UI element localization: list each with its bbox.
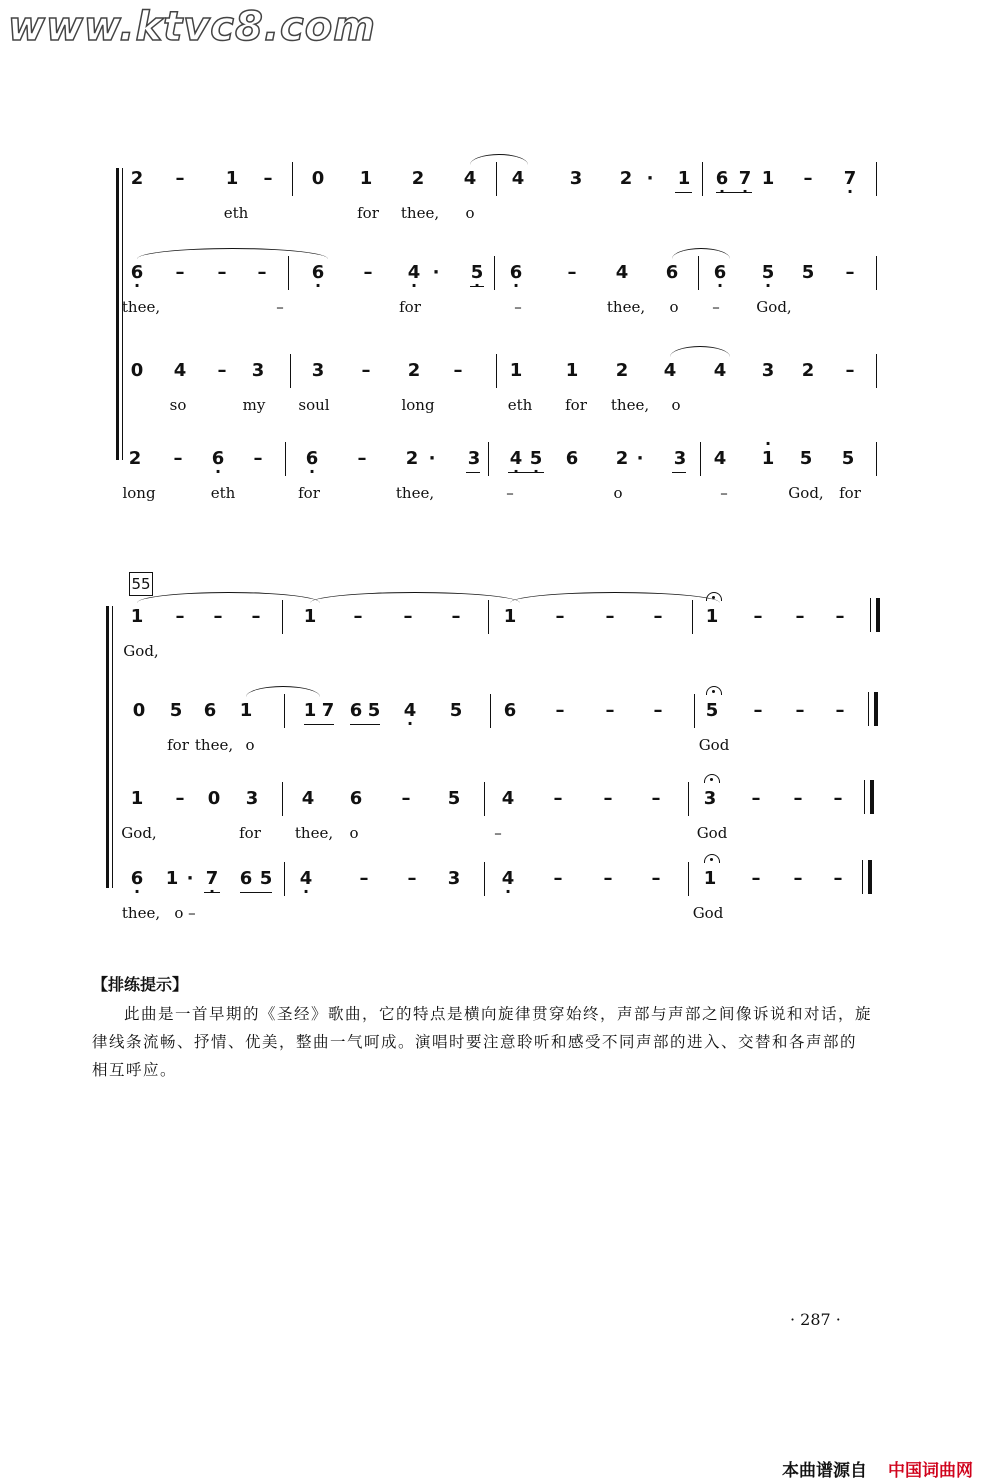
jianpu-note: 2	[128, 448, 142, 469]
jianpu-note: –	[803, 168, 813, 189]
lyric-word: –	[514, 298, 522, 316]
lyric-word: –	[720, 484, 728, 502]
jianpu-note: 5	[447, 788, 461, 809]
barline	[876, 442, 877, 476]
jianpu-note: 5	[801, 262, 815, 283]
barline	[698, 256, 699, 290]
jianpu-note: 6 ·	[131, 262, 144, 283]
jianpu-note: 2	[801, 360, 815, 381]
jianpu-note: 6 ·	[510, 262, 523, 283]
jianpu-note: 6 ·	[716, 168, 729, 189]
jianpu-note: –	[793, 868, 803, 889]
lyric-word: my	[242, 396, 266, 414]
barline	[688, 862, 689, 896]
lyric-word: God,	[121, 824, 157, 842]
jianpu-note: –	[175, 168, 185, 189]
jianpu-note: –	[833, 788, 843, 809]
jianpu-note: 2	[407, 360, 421, 381]
jianpu-note: 2	[130, 168, 144, 189]
barline	[288, 256, 289, 290]
jianpu-note: 1	[677, 168, 691, 189]
rehearsal-tips-title: 【排练提示】	[92, 975, 189, 994]
lyric-word: God	[698, 736, 730, 754]
jianpu-note: –	[651, 788, 661, 809]
system-brace	[116, 168, 119, 460]
slur-tie	[246, 686, 320, 697]
lyric-word: eth	[507, 396, 533, 414]
final-barline	[868, 860, 872, 894]
jianpu-note: –	[553, 788, 563, 809]
lyric-word: o	[465, 204, 475, 222]
jianpu-note: 2	[615, 448, 629, 469]
lyric-word: eth	[210, 484, 236, 502]
barline	[488, 600, 489, 634]
barline	[692, 600, 693, 634]
jianpu-note: 3	[673, 448, 687, 469]
jianpu-note: 2	[619, 168, 633, 189]
rehearsal-tips-body: 此曲是一首早期的《圣经》歌曲，它的特点是横向旋律贯穿始终，声部与声部之间像诉说和对话，旋律线条流畅、抒情、优美，整曲一气呵成。演唱时要注意聆听和感受不同声部的进入、交替和各声部的相互呼应。	[92, 1005, 873, 1079]
barline	[284, 862, 285, 896]
lyric-word: God	[692, 904, 724, 922]
lyric-word: for	[298, 484, 320, 502]
jianpu-note: 1	[503, 606, 517, 627]
lyric-word: God,	[788, 484, 824, 502]
beam-underline	[304, 724, 334, 725]
barline	[282, 782, 283, 816]
jianpu-note: 3	[761, 360, 775, 381]
jianpu-note: 5 ·	[530, 448, 543, 469]
barline	[700, 442, 701, 476]
jianpu-note: 6	[203, 700, 217, 721]
lyric-word: God,	[756, 298, 792, 316]
lyric-word: thee,	[294, 824, 334, 842]
system-brace	[106, 606, 109, 888]
jianpu-note: 6	[349, 700, 363, 721]
jianpu-note: 2	[411, 168, 425, 189]
lyric-word: o	[669, 298, 679, 316]
system-brace-thin	[112, 606, 113, 888]
jianpu-note: 6	[565, 448, 579, 469]
jianpu-note: 6	[239, 868, 253, 889]
jianpu-note: –	[651, 868, 661, 889]
jianpu-note: 3	[311, 360, 325, 381]
measure-number: 55	[129, 572, 153, 596]
jianpu-note: 4	[173, 360, 187, 381]
lyric-word: thee,	[121, 904, 161, 922]
jianpu-note: 3	[447, 868, 461, 889]
jianpu-note: 4	[301, 788, 315, 809]
jianpu-note: 6	[503, 700, 517, 721]
jianpu-note: –	[603, 868, 613, 889]
jianpu-note: 1	[703, 868, 717, 889]
lyric-word: o	[671, 396, 681, 414]
jianpu-note: –	[835, 606, 845, 627]
jianpu-note: 1	[705, 606, 719, 627]
barline	[876, 162, 877, 196]
jianpu-note: –	[835, 700, 845, 721]
slur-tie	[672, 248, 730, 259]
jianpu-note: ·	[636, 448, 644, 469]
jianpu-note: 6 ·	[714, 262, 727, 283]
lyric-word: for	[357, 204, 379, 222]
jianpu-note: –	[753, 606, 763, 627]
lyric-word: –	[506, 484, 514, 502]
jianpu-note: –	[353, 606, 363, 627]
jianpu-note: 6	[349, 788, 363, 809]
jianpu-note: 1	[303, 606, 317, 627]
jianpu-note: 4	[713, 360, 727, 381]
barline	[876, 354, 877, 388]
lyric-word: so	[169, 396, 187, 414]
lyric-word: soul	[298, 396, 330, 414]
jianpu-note: 6 ·	[306, 448, 319, 469]
jianpu-note: 1	[359, 168, 373, 189]
jianpu-note: 4	[615, 262, 629, 283]
lyric-word: –	[276, 298, 284, 316]
jianpu-note: –	[361, 360, 371, 381]
jianpu-note: –	[795, 700, 805, 721]
jianpu-note: –	[363, 262, 373, 283]
beam-underline	[716, 192, 752, 193]
jianpu-note: –	[653, 606, 663, 627]
jianpu-note: 6 ·	[131, 868, 144, 889]
beam-underline	[240, 892, 272, 893]
jianpu-note: ·	[186, 868, 194, 889]
jianpu-note: 1	[130, 788, 144, 809]
jianpu-note: 0	[130, 360, 144, 381]
jianpu-note: –	[257, 262, 267, 283]
jianpu-note: –	[251, 606, 261, 627]
jianpu-note: –	[403, 606, 413, 627]
jianpu-note: 5	[169, 700, 183, 721]
jianpu-note: 1	[509, 360, 523, 381]
jianpu-note: –	[555, 606, 565, 627]
lyric-word: –	[494, 824, 502, 842]
jianpu-note: 0	[207, 788, 221, 809]
jianpu-note: 3	[703, 788, 717, 809]
jianpu-note: 6 ·	[312, 262, 325, 283]
beam-underline	[204, 892, 220, 893]
final-barline	[876, 598, 880, 632]
lyric-word: thee,	[610, 396, 650, 414]
lyric-word: for	[565, 396, 587, 414]
footer-source-label: 本曲谱源自	[782, 1461, 867, 1481]
jianpu-note: 1	[565, 360, 579, 381]
beam-underline	[350, 724, 380, 725]
final-barline-thin	[870, 598, 871, 632]
jianpu-note: 4 ·	[510, 448, 523, 469]
jianpu-note: 6	[665, 262, 679, 283]
slur-tie	[470, 154, 528, 165]
lyric-word: thee,	[400, 204, 440, 222]
jianpu-note: –	[605, 606, 615, 627]
beam-underline	[672, 472, 686, 473]
slur-tie	[310, 592, 520, 603]
jianpu-note: 3	[245, 788, 259, 809]
jianpu-note: –	[753, 700, 763, 721]
jianpu-note: –	[653, 700, 663, 721]
footer-site-name: 中国词曲网	[888, 1461, 973, 1481]
jianpu-note: 1	[303, 700, 317, 721]
barline	[282, 600, 283, 634]
jianpu-note: 3	[467, 448, 481, 469]
lyric-word: for	[167, 736, 189, 754]
fermata-symbol	[704, 854, 720, 863]
jianpu-note: –	[453, 360, 463, 381]
jianpu-note: –	[357, 448, 367, 469]
lyric-word: thee,	[121, 298, 161, 316]
barline	[876, 256, 877, 290]
jianpu-note: –	[795, 606, 805, 627]
jianpu-note: –	[553, 868, 563, 889]
lyric-word: for	[239, 824, 261, 842]
jianpu-note: · 1	[762, 448, 775, 469]
barline	[496, 354, 497, 388]
jianpu-note: 5	[259, 868, 273, 889]
barline	[292, 162, 293, 196]
jianpu-note: 4	[713, 448, 727, 469]
final-barline-thin	[864, 780, 865, 814]
jianpu-note: 4	[663, 360, 677, 381]
barline	[688, 782, 689, 816]
jianpu-note: –	[555, 700, 565, 721]
jianpu-note: 7 ·	[739, 168, 752, 189]
jianpu-note: 4 ·	[408, 262, 421, 283]
jianpu-note: –	[845, 262, 855, 283]
fermata-symbol	[706, 592, 722, 601]
jianpu-note: –	[175, 788, 185, 809]
jianpu-note: 4	[501, 788, 515, 809]
fermata-symbol	[704, 774, 720, 783]
jianpu-note: –	[845, 360, 855, 381]
jianpu-note: 2	[405, 448, 419, 469]
jianpu-note: –	[359, 868, 369, 889]
jianpu-note: 6 ·	[212, 448, 225, 469]
beam-underline	[508, 472, 544, 473]
lyric-word: thee,	[194, 736, 234, 754]
lyric-word: eth	[223, 204, 249, 222]
final-barline	[870, 780, 874, 814]
jianpu-note: 5 ·	[762, 262, 775, 283]
lyric-word: God	[696, 824, 728, 842]
slur-tie	[137, 592, 320, 603]
watermark: www.ktvc8.com	[8, 4, 376, 50]
jianpu-note: 5	[841, 448, 855, 469]
jianpu-note: 5 ·	[471, 262, 484, 283]
jianpu-note: 5	[705, 700, 719, 721]
jianpu-note: 1	[225, 168, 239, 189]
barline	[488, 442, 489, 476]
jianpu-note: –	[173, 448, 183, 469]
slur-tie	[670, 346, 730, 357]
jianpu-note: –	[451, 606, 461, 627]
beam-underline	[675, 192, 692, 193]
lyric-word: thee,	[606, 298, 646, 316]
jianpu-note: 1	[165, 868, 179, 889]
jianpu-note: –	[793, 788, 803, 809]
jianpu-note: –	[263, 168, 273, 189]
lyric-word: –	[712, 298, 720, 316]
jianpu-note: –	[751, 788, 761, 809]
barline	[702, 162, 703, 196]
lyric-word: for	[399, 298, 421, 316]
jianpu-note: ·	[432, 262, 440, 283]
barline	[694, 694, 695, 728]
jianpu-note: –	[175, 262, 185, 283]
jianpu-note: 1	[130, 606, 144, 627]
jianpu-note: 0	[132, 700, 146, 721]
jianpu-note: 1	[761, 168, 775, 189]
jianpu-note: –	[833, 868, 843, 889]
jianpu-note: 4 ·	[300, 868, 313, 889]
lyric-word: o	[613, 484, 623, 502]
fermata-symbol	[706, 686, 722, 695]
jianpu-note: 4 ·	[404, 700, 417, 721]
jianpu-note: –	[567, 262, 577, 283]
jianpu-note: ·	[428, 448, 436, 469]
barline	[484, 782, 485, 816]
page-number: · 287 ·	[790, 1310, 841, 1329]
jianpu-note: 4 ·	[502, 868, 515, 889]
jianpu-note: 3	[251, 360, 265, 381]
jianpu-note: 4	[511, 168, 525, 189]
jianpu-note: 5	[367, 700, 381, 721]
jianpu-note: –	[217, 360, 227, 381]
barline	[290, 354, 291, 388]
jianpu-note: –	[401, 788, 411, 809]
final-barline-thin	[868, 692, 869, 726]
slur-tie	[137, 248, 328, 259]
final-barline	[874, 692, 878, 726]
jianpu-note: 2	[615, 360, 629, 381]
jianpu-note: –	[603, 788, 613, 809]
lyric-word: for	[839, 484, 861, 502]
barline	[490, 694, 491, 728]
slur-tie	[510, 592, 720, 603]
barline	[285, 442, 286, 476]
jianpu-note: 5	[799, 448, 813, 469]
final-barline-thin	[862, 860, 863, 894]
jianpu-note: –	[213, 606, 223, 627]
beam-underline	[466, 472, 480, 473]
jianpu-note: –	[605, 700, 615, 721]
barline	[494, 256, 495, 290]
beam-underline	[470, 286, 484, 287]
jianpu-note: –	[407, 868, 417, 889]
jianpu-note: 7 ·	[206, 868, 219, 889]
jianpu-note: 3	[569, 168, 583, 189]
jianpu-note: ·	[646, 168, 654, 189]
lyric-word: o	[245, 736, 255, 754]
jianpu-note: 1	[239, 700, 253, 721]
lyric-word: long	[122, 484, 156, 502]
jianpu-note: 7	[321, 700, 335, 721]
jianpu-note: 5	[449, 700, 463, 721]
jianpu-note: 4	[463, 168, 477, 189]
lyric-word: o	[349, 824, 359, 842]
jianpu-note: 7 ·	[844, 168, 857, 189]
jianpu-note: –	[217, 262, 227, 283]
barline	[284, 694, 285, 728]
jianpu-note: –	[175, 606, 185, 627]
lyric-word: God,	[123, 642, 159, 660]
jianpu-note: –	[751, 868, 761, 889]
jianpu-note: –	[253, 448, 263, 469]
jianpu-note: 0	[311, 168, 325, 189]
lyric-word: thee,	[395, 484, 435, 502]
barline	[484, 862, 485, 896]
lyric-word: long	[401, 396, 435, 414]
barline	[496, 162, 497, 196]
lyric-word: o –	[174, 904, 196, 922]
